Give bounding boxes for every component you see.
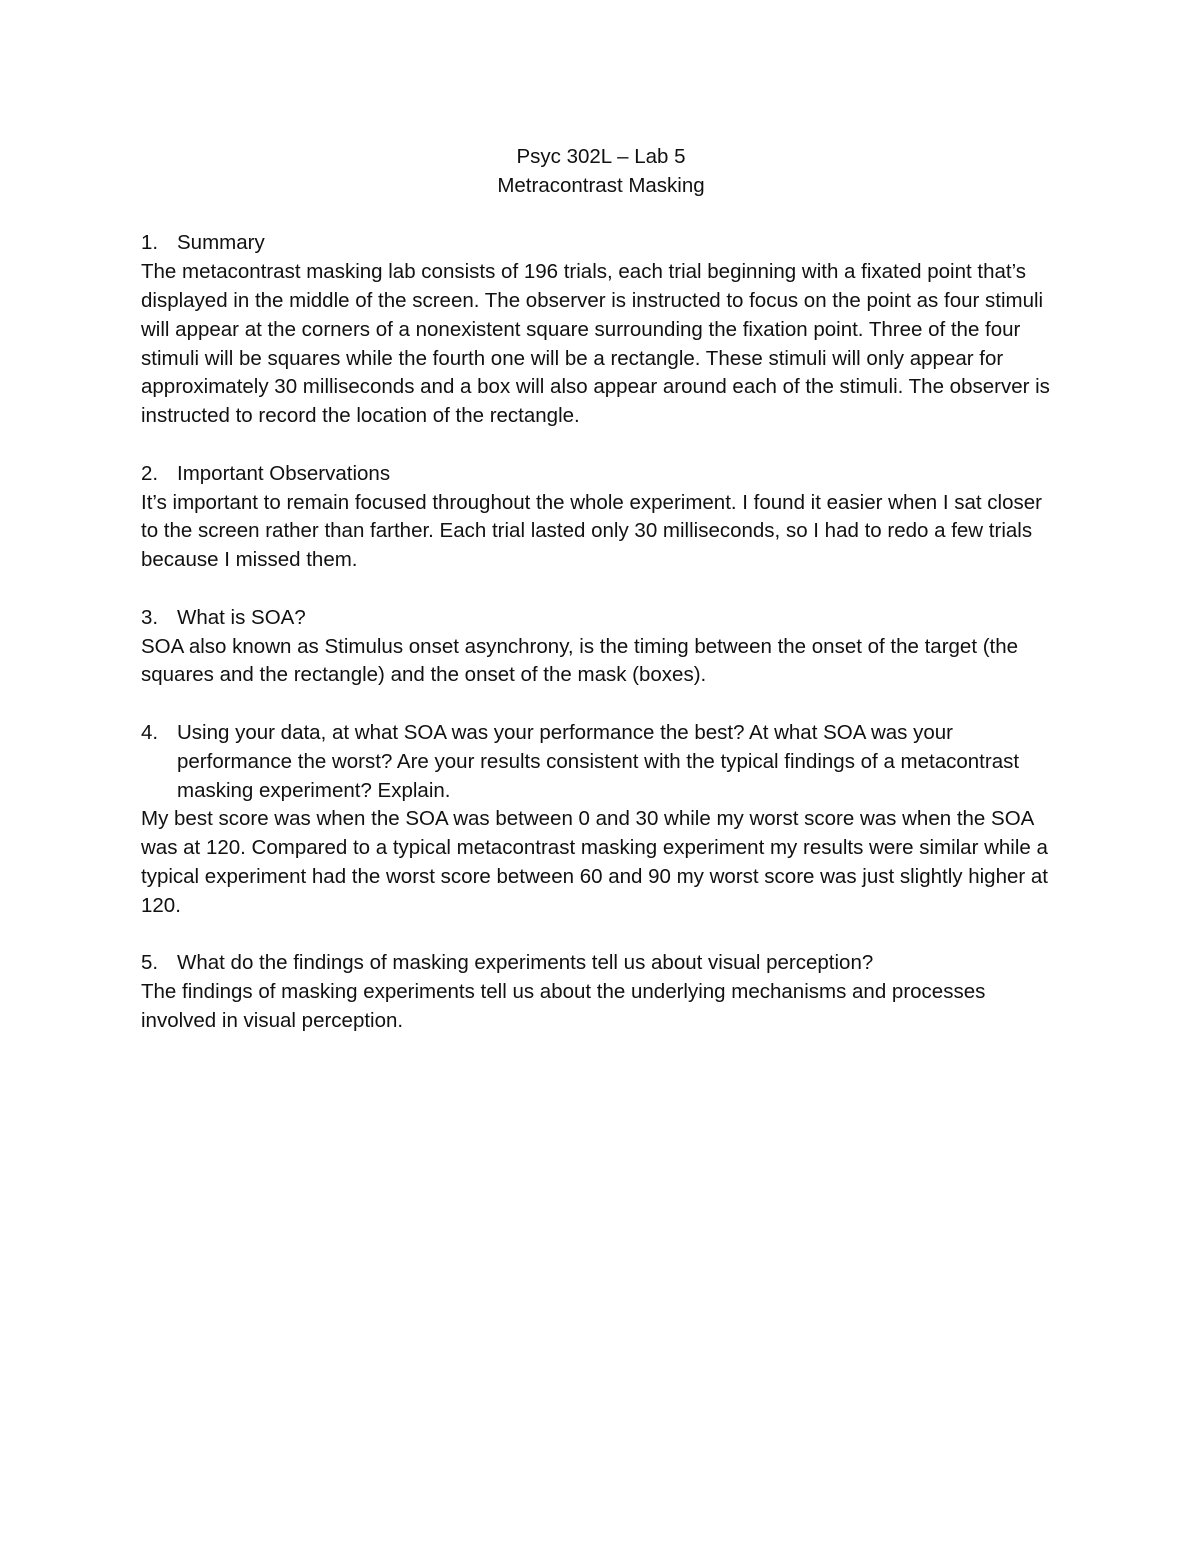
section-number: 2. [141, 461, 159, 485]
section-answer: It’s important to remain focused throughout the whole experiment. I found it easier when I sat closer to the screen rather than farther. Each trial lasted only 30 milliseconds, so I had to redo a few trials because I missed them. [141, 490, 1042, 572]
section-answer: SOA also known as Stimulus onset asynchrony, is the timing between the onset of the target (the squares and the rectangle) and the onset of the mask (boxes). [141, 634, 1019, 687]
section-number: 3. [141, 605, 159, 629]
document-subtitle: Metracontrast Masking [497, 173, 705, 197]
section-heading [141, 604, 1061, 633]
section-question: Summary [177, 231, 265, 255]
section-heading [141, 229, 1061, 258]
section-answer: My best score was when the SOA was between 0 and 30 while my worst score was when the SOA was at 120. Compared to a typical metacontrast masking experiment my results were similar while a typical experiment had the worst score between 60 and 90 my worst score was just slightly higher at 120. [141, 807, 1048, 917]
section-answer: The findings of masking experiments tell us about the underlying mechanisms and processes involved in visual perception. [141, 980, 986, 1032]
section-question: Using your data, at what SOA was your performance the best? At what SOA was your performance the worst? Are your results consistent with the typical findings of a metacontrast masking experiment? Explain. [177, 720, 1020, 802]
section-heading [141, 719, 1061, 805]
section-number: 4. [141, 720, 159, 744]
section-number: 1. [141, 231, 159, 255]
section-summary [141, 229, 1061, 431]
document-title: Psyc 302L – Lab 5 [516, 145, 686, 168]
document-body [141, 143, 1061, 1036]
section-question: What do the findings of masking experiments tell us about visual perception? [177, 951, 874, 975]
section-number: 5. [141, 951, 159, 975]
section-question: Important Observations [177, 461, 391, 485]
section-what-is-soa [141, 604, 1061, 690]
section-heading [141, 949, 1061, 978]
section-answer: The metacontrast masking lab consists of 196 trials, each trial beginning with a fixated point that’s displayed in the middle of the screen. The observer is instructed to focus on the point as four stimuli will appear at the corners of a nonexistent square surrounding the fixation point. Three of the four stimuli will be squares while the fourth one will be a rectangle. These stimuli will only appear for approximately 30 milliseconds and a box will also appear around each of the stimuli. The observer is instructed to record the location of the rectangle. [141, 260, 1050, 428]
section-heading [141, 460, 1061, 489]
section-soa-performance [141, 719, 1061, 921]
section-question: What is SOA? [177, 605, 306, 629]
section-visual-perception [141, 949, 1061, 1035]
section-important-observations [141, 460, 1061, 575]
